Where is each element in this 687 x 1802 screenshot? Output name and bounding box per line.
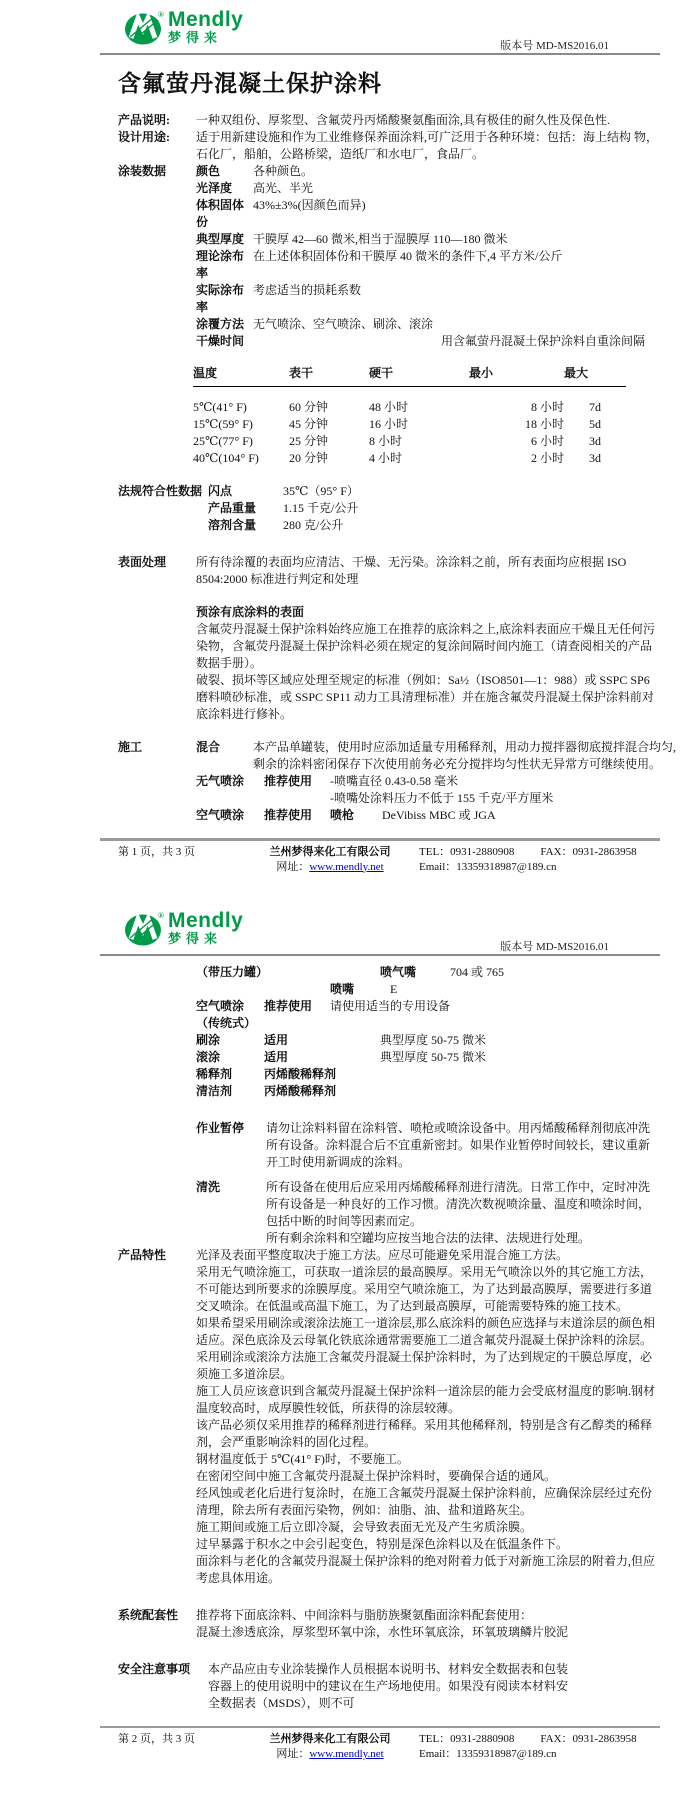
coating-data-row-7 xyxy=(118,333,687,350)
coating-key: 理论涂布率 xyxy=(196,248,253,282)
regulatory-label: 法规符合性数据 xyxy=(118,483,208,500)
applicable-label: 适用 xyxy=(264,1049,380,1066)
cleaning-label: 清洗 xyxy=(196,1179,266,1230)
cell: 7d xyxy=(564,399,626,416)
cleaning-para2: 所有剩余涂料和空罐均应按当地合法的法律、法规进行处理。 xyxy=(266,1230,656,1247)
features-row-8 xyxy=(118,1485,687,1519)
work-stop-label: 作业暂停 xyxy=(196,1120,266,1171)
air-spray-equipment: 请使用适当的专用设备 xyxy=(330,998,450,1015)
design-use-row xyxy=(118,129,687,163)
fax: FAX：0931-2863958 xyxy=(540,846,636,858)
damage-repair-para: 破裂、损坏等区域应处理至规定的标准（例如：Sa½（ISO8501—1：988）或 SSPC SP6 磨料喷砂标准，或 SSPC SP11 动力工具清理标准）并在施含氟荧丹混凝土保护涂料前对底涂料进行修补。 xyxy=(196,672,658,723)
coating-key: 光泽度 xyxy=(196,180,253,197)
brush-label: 刷涂 xyxy=(196,1032,264,1049)
cleaning-para1: 所有设备在使用后应采用丙烯酸稀释剂进行清洗。日常工作中，定时冲洗所有设备是一种良好的工作习惯。清洗次数视喷涂量、温度和喷涂时间，包括中断的时间等因素而定。 xyxy=(266,1179,656,1230)
website-link[interactable]: www.mendly.net xyxy=(309,861,383,873)
col-header-min: 最小 xyxy=(469,364,564,387)
safety-label: 安全注意事项 xyxy=(118,1661,208,1712)
brush-thickness: 典型厚度 50-75 微米 xyxy=(380,1032,486,1049)
reg-value: 280 克/公升 xyxy=(283,517,687,534)
precoated-surface-heading: 预涂有底涂料的表面 xyxy=(196,604,658,621)
surface-prep-label: 表面处理 xyxy=(118,554,196,588)
roller-row xyxy=(196,1049,687,1066)
features-row-6 xyxy=(118,1451,687,1468)
coating-key: 体积固体份 xyxy=(196,197,253,231)
brand-text xyxy=(168,9,243,44)
roller-label: 滚涂 xyxy=(196,1049,264,1066)
page-number: 第 1 页，共 3 页 xyxy=(118,845,255,875)
product-description-label: 产品说明: xyxy=(118,112,196,129)
features-row-5 xyxy=(118,1417,687,1451)
cell: 18 小时 xyxy=(469,416,564,433)
table-row xyxy=(193,399,626,416)
cell: 20 分钟 xyxy=(289,450,369,467)
work-stop-text: 请勿让涂料料留在涂料管、喷枪或喷涂设备中。用丙烯酸稀释剂彻底冲洗所有设备。涂料混合后不宜重新密封。如果作业暂停时间较长，建议重新开工时使用新调成的涂料。 xyxy=(266,1120,656,1171)
spray-gun-value: DeVibiss MBC 或 JGA xyxy=(382,807,687,824)
coating-value: 43%±3%(因颜色而异) xyxy=(253,197,687,231)
cell: 40℃(104° F) xyxy=(193,450,289,467)
brand-name: Mendly xyxy=(168,910,243,931)
features-row-3 xyxy=(118,1349,687,1383)
features-paragraph: 钢材温度低于 5℃(41° F)时，不要施工。 xyxy=(196,1451,658,1468)
product-description-row xyxy=(118,112,687,129)
mendly-logo-icon xyxy=(124,910,164,948)
website-line xyxy=(255,860,405,875)
coating-value: 高光、半光 xyxy=(253,180,687,197)
features-paragraph: 面涂料与老化的含氟荧丹混凝土保护涂料的绝对附着力低于对新施工涂层的附着力,但应考虑具体用途。 xyxy=(196,1553,658,1587)
registered-mark: ® xyxy=(158,911,164,920)
coating-value: 干膜厚 42—60 微米,相当于湿膜厚 110—180 微米 xyxy=(253,231,687,248)
phone-line xyxy=(419,1732,637,1747)
contact-block xyxy=(419,845,637,875)
cell: 3d xyxy=(564,450,626,467)
page1-header xyxy=(0,0,687,53)
company-name: 兰州梦得来化工有限公司 xyxy=(255,845,405,860)
cleaner-label: 清洁剂 xyxy=(196,1083,264,1100)
roller-thickness: 典型厚度 50-75 微米 xyxy=(380,1049,486,1066)
cell: 15℃(59° F) xyxy=(193,416,289,433)
page-2 xyxy=(0,901,687,1802)
mixing-text: 本产品单罐装，使用时应添加适量专用稀释剂，用动力搅拌器彻底搅拌混合均匀,剩余的涂料密闭保存下次使用前务必充分搅拌均匀性状无异常方可继续使用。 xyxy=(253,739,687,773)
cell: 25℃(77° F) xyxy=(193,433,289,450)
applicable-label: 适用 xyxy=(264,1032,380,1049)
page-gap xyxy=(0,875,687,901)
design-use-label: 设计用途: xyxy=(118,129,196,163)
cell: 2 小时 xyxy=(469,450,564,467)
thinner-value: 丙烯酸稀释剂 xyxy=(264,1066,336,1083)
thinner-label: 稀释剂 xyxy=(196,1066,264,1083)
coating-key: 颜色 xyxy=(196,163,253,180)
safety-text: 本产品应由专业涂装操作人员根据本说明书、材料安全数据表和包装容器上的使用说明中的建议在生产场地使用。如果没有阅读本材料安全数据表（MSDS），则不可 xyxy=(208,1661,578,1712)
table-row xyxy=(193,416,626,433)
company-block xyxy=(255,1732,405,1762)
coating-value: 在上述体积固体份和干膜厚 40 微米的条件下,4 平方米/公斤 xyxy=(253,248,687,282)
col-header-hard-dry: 硬干 xyxy=(369,364,469,387)
footer-rule xyxy=(100,1726,660,1729)
features-paragraph: 如果希望采用刷涂或滚涂法施工一道涂层,那么底涂料的颜色应选择与末道涂层的颜色相适应。深色底涂及云母氧化铁底涂通常需要施工二道含氟荧丹混凝土保护涂料的涂层。 xyxy=(196,1315,658,1349)
recommended-use-label: 推荐使用 xyxy=(264,807,330,824)
airless-spray-row xyxy=(118,773,687,790)
system-compatibility-label: 系统配套性 xyxy=(118,1607,196,1624)
features-paragraph: 过早暴露于积水之中会引起变色，特别是深色涂料以及在低温条件下。 xyxy=(196,1536,658,1553)
work-stop-row xyxy=(196,1120,687,1171)
cell: 5℃(41° F) xyxy=(193,399,289,416)
application-label: 施工 xyxy=(118,739,196,773)
precoated-para-row xyxy=(118,621,687,672)
cell: 6 小时 xyxy=(469,433,564,450)
damage-repair-row xyxy=(118,672,687,723)
air-spray-row xyxy=(118,807,687,824)
version-number: 版本号 MD-MS2016.01 xyxy=(500,37,609,53)
coating-key: 干燥时间 xyxy=(196,333,253,350)
system-compatibility-line1: 推荐将下面底涂料、中间涂料与脂肪族聚氨酯面涂料配套使用： xyxy=(196,1607,658,1624)
features-paragraph: 采用刷涂或滚涂方法施工含氟荧丹混凝土保护涂料时，为了达到规定的干膜总厚度，必须施工多道涂层。 xyxy=(196,1349,658,1383)
page-number: 第 2 页，共 3 页 xyxy=(118,1732,255,1762)
air-spray-label: 空气喷涂 xyxy=(196,807,264,824)
mendly-logo xyxy=(124,910,164,948)
features-row-1 xyxy=(118,1264,687,1315)
airless-pressure-row xyxy=(118,790,687,807)
nozzle-label: 喷嘴 xyxy=(330,981,390,998)
coating-value: 各种颜色。 xyxy=(253,163,687,180)
cell: 8 小时 xyxy=(369,433,469,450)
regulatory-row-1 xyxy=(118,500,687,517)
brand-name: Mendly xyxy=(168,9,243,30)
page-1 xyxy=(0,0,687,875)
brand-name-cn: 梦得来 xyxy=(168,932,243,945)
air-spray-label: 空气喷涂 xyxy=(196,998,264,1015)
features-paragraph: 施工人员应该意识到含氟荧丹混凝土保护涂料一道涂层的能力会受底材温度的影响.钢材温度较高时，成厚膜性较低，所获得的涂层较薄。 xyxy=(196,1383,658,1417)
cell: 48 小时 xyxy=(369,399,469,416)
thinner-row xyxy=(196,1066,687,1083)
reg-key: 闪点 xyxy=(208,483,283,500)
reg-value: 1.15 千克/公升 xyxy=(283,500,687,517)
table-row xyxy=(193,450,626,467)
website-link[interactable]: www.mendly.net xyxy=(309,1748,383,1760)
nozzle-value: E xyxy=(390,981,397,998)
coating-data-row-1 xyxy=(118,180,687,197)
features-row-2 xyxy=(118,1315,687,1349)
email: Email：13359318987@189.cn xyxy=(419,860,637,875)
coating-value: 用含氟萤丹混凝土保护涂料自重涂间隔 xyxy=(441,333,645,350)
surface-prep-para1: 所有待涂覆的表面均应清洁、干燥、无污染。涂涂料之前，所有表面均应根据 ISO 8504:2000 标准进行判定和处理 xyxy=(196,554,658,588)
registered-mark: ® xyxy=(158,10,164,19)
pressure-pot-label: （带压力罐） xyxy=(196,964,380,981)
cell: 16 小时 xyxy=(369,416,469,433)
page1-footer xyxy=(118,845,687,875)
cell: 3d xyxy=(564,433,626,450)
coating-data-row-6 xyxy=(118,316,687,333)
cleaning-row xyxy=(196,1179,687,1230)
website-line xyxy=(255,1747,405,1762)
conventional-sub-row xyxy=(196,1015,687,1032)
col-header-touch-dry: 表干 xyxy=(289,364,369,387)
precoated-surface-para: 含氟荧丹混凝土保护涂料始终应施工在推荐的底涂料之上,底涂料表面应干燥且无任何污染物，含氟荧丹混凝土保护涂料必须在规定的复涂间隔时间内施工（请查阅相关的产品数据手册）。 xyxy=(196,621,658,672)
cleaning-disposal-row xyxy=(196,1230,687,1247)
coating-key: 实际涂布率 xyxy=(196,282,253,316)
cell: 60 分钟 xyxy=(289,399,369,416)
features-paragraph: 光泽及表面平整度取决于施工方法。应尽可能避免采用混合施工方法。 xyxy=(196,1247,658,1264)
website-label: 网址： xyxy=(276,861,309,873)
features-label: 产品特性 xyxy=(118,1247,196,1264)
features-paragraph: 施工期间或施工后立即冷凝，会导致表面无光及产生劣质涂膜。 xyxy=(196,1519,658,1536)
version-number: 版本号 MD-MS2016.01 xyxy=(500,938,609,954)
mixing-label: 混合 xyxy=(196,739,253,773)
features-row-0 xyxy=(118,1247,687,1264)
system-compatibility-row xyxy=(118,1607,687,1624)
recommended-use-label: 推荐使用 xyxy=(264,773,330,790)
page2-footer xyxy=(118,1732,687,1762)
header-rule xyxy=(100,53,660,55)
airless-pressure: -喷嘴处涂料压力不低于 155 千克/平方厘米 xyxy=(330,790,687,807)
cell: 45 分钟 xyxy=(289,416,369,433)
coating-data-row-5 xyxy=(118,282,687,316)
coating-data-label: 涂装数据 xyxy=(118,163,196,180)
safety-row xyxy=(118,1661,687,1712)
features-paragraph: 经风蚀或老化后进行复涂时，在施工含氟荧丹混凝土保护涂料前，应确保涂层经过充份清理，除去所有表面污染物，例如：油脂、油、盐和道路灰尘。 xyxy=(196,1485,658,1519)
features-row-9 xyxy=(118,1519,687,1536)
features-paragraph: 采用无气喷涂施工，可获取一道涂层的最高膜厚。采用无气喷涂以外的其它施工方法，不可能达到所要求的涂膜厚度。采用空气喷涂施工，为了达到最高膜厚，需要进行多道交叉喷涂。在低温或高温下施工，为了达到最高膜厚，可能需要特殊的施工技术。 xyxy=(196,1264,658,1315)
conventional-label: （传统式） xyxy=(196,1015,256,1032)
drying-time-table xyxy=(193,364,626,467)
features-paragraph: 该产品必须仅采用推荐的稀释剂进行稀释。采用其他稀释剂，特别是含有乙醇类的稀释剂，会严重影响涂料的固化过程。 xyxy=(196,1417,658,1451)
coating-data-row-2 xyxy=(118,197,687,231)
pressure-pot-row xyxy=(196,964,687,981)
reg-key: 溶剂含量 xyxy=(208,517,283,534)
tel: TEL：0931-2880908 xyxy=(419,846,514,858)
drying-table-header-row xyxy=(193,364,626,387)
air-spray-conventional-row xyxy=(196,998,687,1015)
reg-value: 35℃（95° F） xyxy=(283,483,687,500)
features-paragraph: 在密闭空间中施工含氟荧丹混凝土保护涂料时，要确保合适的通风。 xyxy=(196,1468,658,1485)
company-name: 兰州梦得来化工有限公司 xyxy=(255,1732,405,1747)
features-row-11 xyxy=(118,1553,687,1587)
tel: TEL：0931-2880908 xyxy=(419,1733,514,1745)
system-compatibility-line2: 混凝土渗透底涂，厚浆型环氧中涂，水性环氧底涂，环氧玻璃鳞片胶泥 xyxy=(196,1624,658,1641)
cell: 25 分钟 xyxy=(289,433,369,450)
cleaner-value: 丙烯酸稀释剂 xyxy=(264,1083,336,1100)
email: Email：13359318987@189.cn xyxy=(419,1747,637,1762)
company-block xyxy=(255,845,405,875)
cell: 4 小时 xyxy=(369,450,469,467)
airless-nozzle-diameter: -喷嘴直径 0.43-0.58 毫米 xyxy=(330,773,687,790)
regulatory-row-0 xyxy=(118,483,687,500)
fax: FAX：0931-2863958 xyxy=(540,1733,636,1745)
mendly-logo xyxy=(124,9,164,47)
coating-value: 无气喷涂、空气喷涂、刷涂、滚涂 xyxy=(253,316,687,333)
website-label: 网址： xyxy=(276,1748,309,1760)
contact-block xyxy=(419,1732,637,1762)
features-row-10 xyxy=(118,1536,687,1553)
coating-key: 涂覆方法 xyxy=(196,316,253,333)
air-nozzle-label: 喷气嘴 xyxy=(380,964,450,981)
coating-value: 考虑适当的损耗系数 xyxy=(253,282,687,316)
coating-data-row-4 xyxy=(118,248,687,282)
design-use-text: 适于用新建设施和作为工业维修保养面涂料,可广泛用于各种环境：包括：海上结构 物，石化厂，船舶，公路桥梁，造纸厂和水电厂，食品厂。 xyxy=(196,129,658,163)
col-header-temperature: 温度 xyxy=(193,364,289,387)
brand-text xyxy=(168,910,243,945)
airless-spray-label: 无气喷涂 xyxy=(196,773,264,790)
page2-header xyxy=(0,901,687,954)
mendly-logo-icon xyxy=(124,9,164,47)
features-row-4 xyxy=(118,1383,687,1417)
air-nozzle-value: 704 或 765 xyxy=(450,964,504,981)
regulatory-row-2 xyxy=(118,517,687,534)
footer-rule xyxy=(100,838,660,841)
reg-key: 产品重量 xyxy=(208,500,283,517)
precoated-heading-row xyxy=(118,604,687,621)
col-header-max: 最大 xyxy=(564,364,626,387)
document-title: 含氟萤丹混凝土保护涂料 xyxy=(118,65,687,98)
surface-prep-row xyxy=(118,554,687,588)
phone-line xyxy=(419,845,637,860)
coating-key: 典型厚度 xyxy=(196,231,253,248)
product-description-text: 一种双组份、厚浆型、含氟荧丹丙烯酸聚氨酯面涂,具有极佳的耐久性及保色性. xyxy=(196,112,658,129)
brush-row xyxy=(196,1032,687,1049)
features-row-7 xyxy=(118,1468,687,1485)
table-row xyxy=(193,433,626,450)
nozzle-row xyxy=(196,981,687,998)
cell: 5d xyxy=(564,416,626,433)
coating-data-row-3 xyxy=(118,231,687,248)
brand-name-cn: 梦得来 xyxy=(168,31,243,44)
coating-data-row-0 xyxy=(118,163,687,180)
application-mixing-row xyxy=(118,739,687,773)
cell: 8 小时 xyxy=(469,399,564,416)
recommended-use-label: 推荐使用 xyxy=(264,998,330,1015)
spray-gun-label: 喷枪 xyxy=(330,807,382,824)
cleaner-row xyxy=(196,1083,687,1100)
